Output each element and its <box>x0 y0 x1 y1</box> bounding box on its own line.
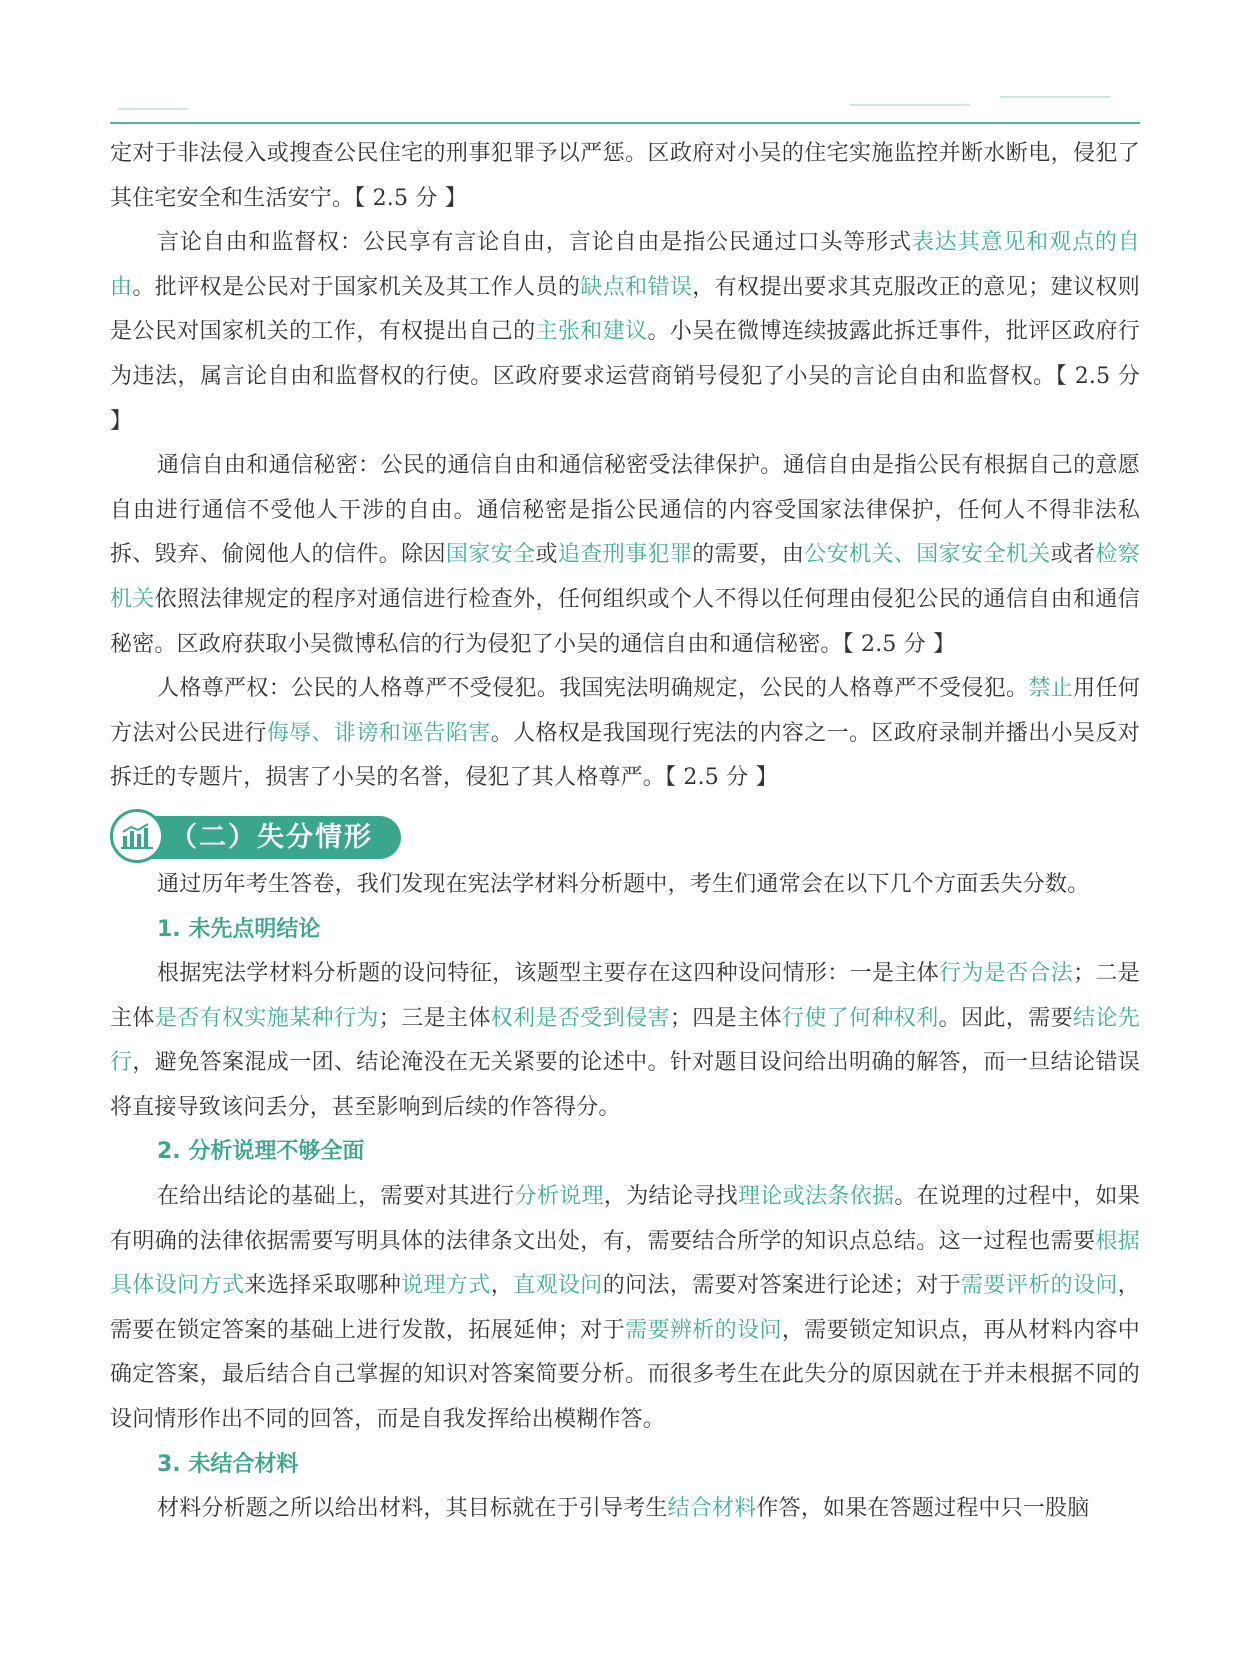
section-heading <box>110 809 1140 859</box>
highlighted-term: 需要评析的设问 <box>961 1273 1118 1299</box>
paragraphs-top <box>110 132 1140 801</box>
highlighted-term: 主张和建议 <box>535 319 648 345</box>
paragraph <box>110 1487 1140 1532</box>
highlighted-term: 直观设问 <box>513 1273 603 1299</box>
text-run: ，避免答案混成一团、结论淹没在无关紧要的论述中。针对题目设问给出明确的解答，而一旦结论错误将直接导致该问丢分，甚至影响到后续的作答得分。 <box>110 1050 1140 1120</box>
text-run: 。因此，需要 <box>938 1005 1074 1031</box>
text-run: 或 <box>535 542 558 568</box>
highlighted-term: 根据具体设问方式 <box>110 1228 1140 1299</box>
paragraph <box>110 132 1140 221</box>
paragraph <box>110 444 1140 667</box>
text-run: 人格尊严权：公民的人格尊严不受侵犯。我国宪法明确规定，公民的人格尊严不受侵犯。 <box>157 676 1029 702</box>
text-run: ，需要在锁定答案的基础上进行发散，拓展延伸；对于 <box>110 1273 1140 1343</box>
highlighted-term: 结论先行 <box>110 1005 1141 1076</box>
highlighted-term: 行使了何种权利 <box>781 1005 939 1031</box>
subheading-3: 3. 未结合材料 <box>157 1451 299 1477</box>
subheading-1: 1. 未先点明结论 <box>157 916 321 942</box>
header-decoration <box>118 108 188 110</box>
text-run: 定对于非法侵入或搜查公民住宅的刑事犯罪予以严惩。区政府对小吴的住宅实施监控并断水断电，侵犯了其住宅安全和生活安宁。【 2.5 分 】 <box>110 141 1140 211</box>
text-run: 用任何方法对公民进行 <box>110 676 1140 746</box>
highlighted-term: 分析说理 <box>514 1184 604 1210</box>
section-title: （二）失分情形 <box>170 821 373 853</box>
header-rule <box>110 122 1140 124</box>
text-run: ， <box>490 1273 514 1299</box>
text-run: ；三是主体 <box>378 1005 491 1031</box>
text-run: 。在说理的过程中，如果有明确的法律依据需要写明具体的法律条文出处，有，需要结合所学的知识点总结。这一过程也需要 <box>110 1184 1140 1254</box>
text-run: 依照法律规定的程序对通信进行检查外，任何组织或个人不得以任何理由侵犯公民的通信自由和通信秘密。区政府获取小吴微博私信的行为侵犯了小吴的通信自由和通信秘密。【 2.5 分 】 <box>110 586 1140 657</box>
highlighted-term: 理论或法条依据 <box>737 1184 895 1210</box>
highlighted-term: 检察机关 <box>110 542 1141 612</box>
highlighted-term: 公安机关、国家安全机关 <box>804 542 1051 568</box>
paragraphs-sub3 <box>110 1487 1140 1532</box>
highlighted-term: 国家安全 <box>445 542 536 568</box>
highlighted-term: 结合材料 <box>667 1496 757 1522</box>
text-run: ；二是主体 <box>110 961 1140 1031</box>
subheading-2: 2. 分析说理不够全面 <box>157 1139 365 1165</box>
highlighted-term: 追查刑事犯罪 <box>557 542 693 568</box>
paragraphs-sub1 <box>110 952 1140 1130</box>
paragraph <box>110 1175 1140 1443</box>
text-run: 。小吴在微博连续披露此拆迁事件，批评区政府行为违法，属言论自由和监督权的行使。区政府要求运营商销号侵犯了小吴的言论自由和监督权。【 2.5 分 】 <box>110 319 1140 434</box>
text-run: ，为结论 <box>603 1184 694 1210</box>
text-run: 在给出结论的基础上，需要对其进行 <box>157 1184 515 1210</box>
text-run: 或者 <box>1050 542 1096 568</box>
paragraphs-intro <box>110 863 1140 908</box>
bar-chart-icon <box>110 809 164 863</box>
paragraph <box>110 221 1140 444</box>
text-run: 的需要，由 <box>692 542 805 568</box>
text-run: ；四是主体 <box>669 1005 782 1031</box>
text-run: 来选择采取哪种 <box>244 1273 402 1299</box>
highlighted-term: 侮辱、诽谤和诬告陷害 <box>266 720 491 746</box>
text-run: 通信自由和通信秘密：公民的通信自由和通信秘密受法律保护。通信自由是指公民有根据自己的意愿自由进行通信不受他人干涉的自由。通信秘密是指公民通信的内容受国家法律保护，任何人不得非法私拆、毁弃、偷阅他人的信件。除因 <box>110 453 1140 568</box>
text-run: ，需要锁定知识点，再从材料内容中确定答案，最后结合自己掌握的知识对答案简要分析。而很多考生在此失分的原因就在于并未根据不同的设问情形作出不同的回答，而是自我发挥给出模糊作答。 <box>110 1317 1141 1433</box>
highlighted-term: 是否有权实施某种行为 <box>154 1005 379 1031</box>
text-run: 材料分析题之所以给出材料，其目标就在于引导考生 <box>157 1496 668 1522</box>
text-run: 根据宪法学材料分析题的设问特征，该题型主要存在这四种设问情形：一是主体 <box>157 961 940 987</box>
highlighted-term: 需要辨析的设问 <box>625 1317 782 1343</box>
text-run: 的问法，需要对答案进行论述；对于 <box>602 1273 962 1299</box>
highlighted-term: 权利是否受到侵害 <box>490 1005 670 1031</box>
highlighted-term: 缺点和错误 <box>580 274 693 300</box>
header-decoration <box>1000 96 1110 98</box>
highlighted-term: 说理方式 <box>401 1273 491 1299</box>
text-run: ，有权提出要求其克服改正的意见；建议权则是公民对国家机关的工作，有权提出自己的 <box>110 274 1140 345</box>
text-run: 。批评权是公民对于国家机关及其工作人员的 <box>132 274 581 300</box>
text-run: 言论自由和监督权：公民享有言论自由，言论自由是指公民通过口头等形式 <box>157 230 912 256</box>
text-run: 作答，如果在答题过程中只一股脑 <box>756 1496 1090 1522</box>
paragraph <box>110 952 1140 1130</box>
highlighted-term: 行为是否合法 <box>939 961 1074 987</box>
text-run: 。人格权是我国现行宪法的内容之一。区政府录制并播出小吴反对拆迁的专题片，损害了小吴的名誉，侵犯了其人格尊严。【 2.5 分 】 <box>110 720 1140 791</box>
paragraph <box>110 667 1140 801</box>
text-run: 通过历年考生答卷，我们发现在宪法学材料分析题中，考生们通常会在以下几个方面丢失分数。 <box>157 871 1090 897</box>
highlighted-term: 表达其意见和观点的自由 <box>110 230 1140 300</box>
paragraph <box>110 863 1140 908</box>
header-decoration <box>850 104 970 106</box>
paragraphs-sub2 <box>110 1175 1140 1443</box>
text-run: 寻找 <box>693 1184 738 1210</box>
highlighted-term: 禁止 <box>1028 676 1074 702</box>
page-content <box>110 132 1140 1532</box>
